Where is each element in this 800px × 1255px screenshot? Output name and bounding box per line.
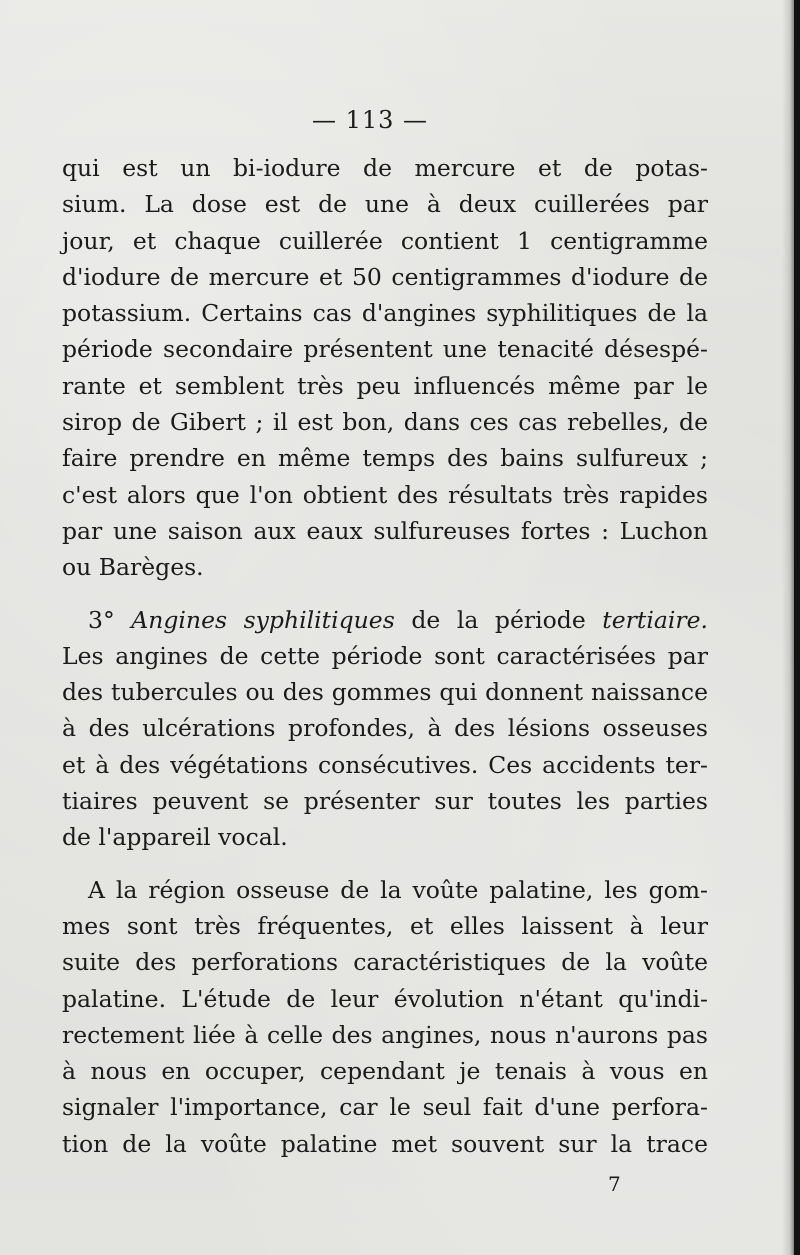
section-heading-text: de la période xyxy=(411,605,586,634)
text-line: rante et semblent très peu influencés même par le xyxy=(62,371,708,400)
text-line: des tubercules ou des gommes qui donnent naissance xyxy=(62,678,708,707)
paragraph-1 xyxy=(62,150,708,586)
text-line: à nous en occuper, cependant je tenais à vous en xyxy=(62,1057,708,1086)
text-line: rectement liée à celle des angines, nous n'aurons pas xyxy=(62,1020,708,1049)
text-line: c'est alors que l'on obtient des résultats très rapides xyxy=(62,480,708,509)
page-edge-dark xyxy=(794,0,800,1255)
text-line: potassium. Certains cas d'angines syphilitiques de la xyxy=(62,299,708,328)
text-line: période secondaire présentent une tenacité désespé- xyxy=(62,335,708,364)
text-line: signaler l'importance, car le seul fait d'une perfora- xyxy=(62,1093,708,1122)
text-line: Les angines de cette période sont caractérisées par xyxy=(62,641,708,670)
text-line: faire prendre en même temps des bains sulfureux ; xyxy=(62,444,708,473)
text-line: ou Barèges. xyxy=(62,553,204,582)
text-line: A la région osseuse de la voûte palatine, les gom- xyxy=(88,875,708,904)
text-line: tiaires peuvent se présenter sur toutes les parties xyxy=(62,787,708,816)
text-line: d'iodure de mercure et 50 centigrammes d'iodure de xyxy=(62,262,708,291)
section-heading-line xyxy=(62,602,708,638)
text-line: sirop de Gibert ; il est bon, dans ces cas rebelles, de xyxy=(62,408,708,437)
paragraph-2 xyxy=(62,602,708,856)
signature-mark: 7 xyxy=(608,1172,621,1196)
text-line: mes sont très fréquentes, et elles laissent à leur xyxy=(62,911,708,940)
text-line: palatine. L'étude de leur évolution n'étant qu'indi- xyxy=(62,984,708,1013)
section-title: Angines syphilitiques xyxy=(131,605,395,634)
section-number: 3° xyxy=(88,605,115,634)
text-line: à des ulcérations profondes, à des lésions osseuses xyxy=(62,714,708,743)
text-line: par une saison aux eaux sulfureuses fortes : Luchon xyxy=(62,516,708,545)
page-number: — 113 — xyxy=(311,106,429,134)
body-text xyxy=(62,150,708,1162)
text-line: suite des perforations caractéristiques de la voûte xyxy=(62,948,708,977)
text-line: de l'appareil vocal. xyxy=(62,823,288,852)
text-line: tion de la voûte palatine met souvent sur la trace xyxy=(62,1129,708,1158)
text-line: qui est un bi-iodure de mercure et de potas- xyxy=(62,154,708,182)
text-line: et à des végétations consécutives. Ces accidents ter- xyxy=(62,750,708,779)
text-line: jour, et chaque cuillerée contient 1 centigramme xyxy=(62,226,708,255)
section-title-end: tertiaire. xyxy=(602,605,708,634)
text-line: sium. La dose est de une à deux cuillerées par xyxy=(62,190,708,219)
paragraph-3 xyxy=(62,872,708,1162)
